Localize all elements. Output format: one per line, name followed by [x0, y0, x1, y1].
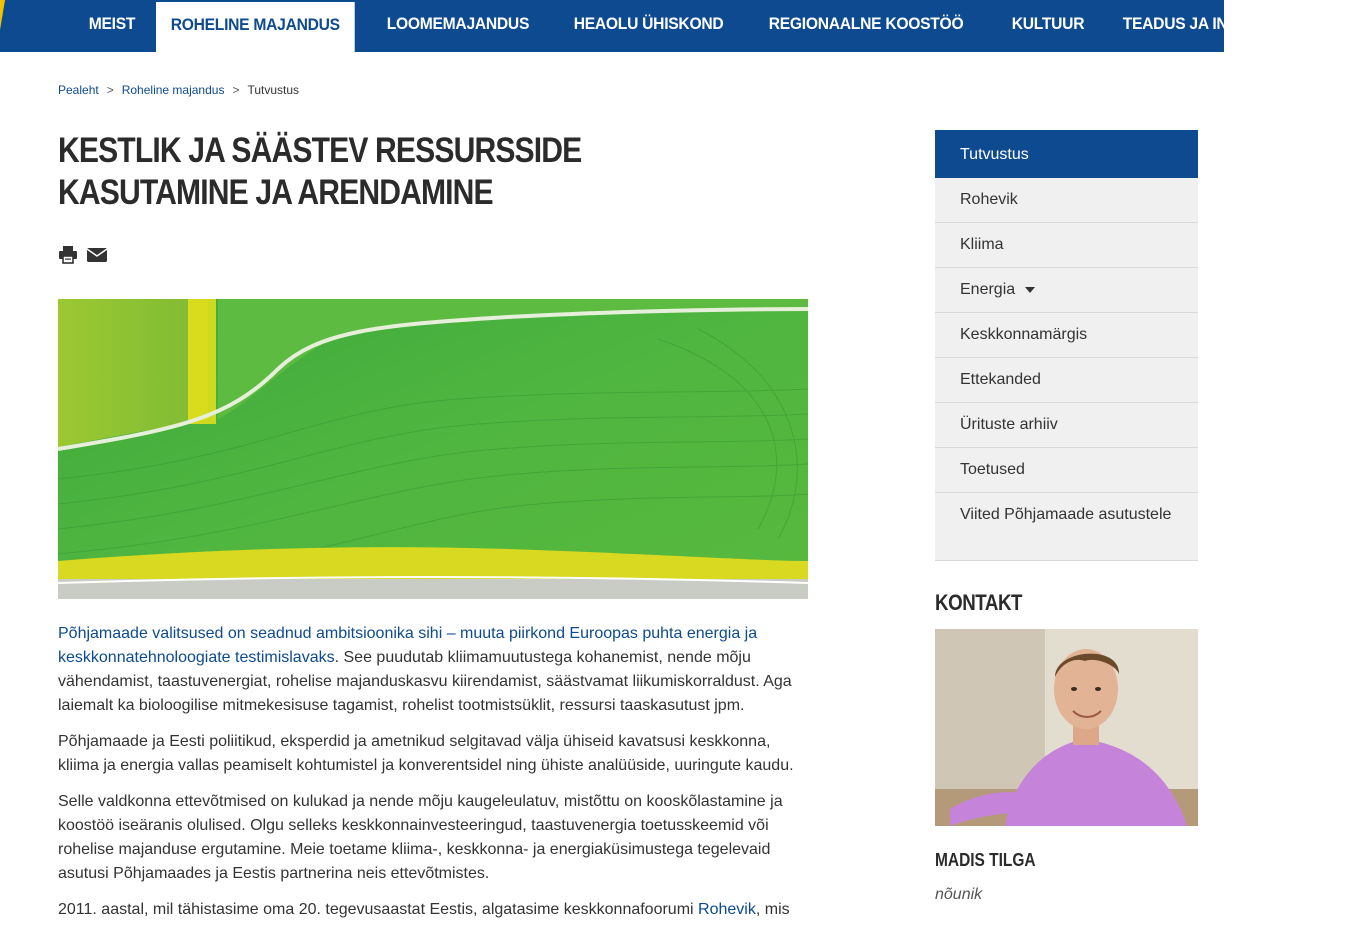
nav-item-meist[interactable]: MEIST: [88, 14, 136, 33]
breadcrumb-separator: >: [232, 83, 240, 97]
sidebar-item-kliima[interactable]: Kliima: [935, 223, 1198, 268]
sidebar-item-label: Energia: [960, 281, 1016, 298]
page-tools: [58, 246, 107, 264]
top-navigation: [0, 0, 1328, 52]
sidebar-item-toetused[interactable]: Toetused: [935, 448, 1198, 493]
nav-item-regionaalne-koostoo[interactable]: REGIONAALNE KOOSTÖÖ: [768, 14, 964, 33]
nav-item-teadus-ja-innovatsioon[interactable]: TEADUS JA INNOVATSIOON: [1122, 14, 1328, 33]
envelope-icon[interactable]: [87, 246, 107, 264]
article-paragraph: [58, 898, 810, 922]
sidebar-item-viited[interactable]: Viited Põhjamaade asutustele: [935, 493, 1198, 561]
article-paragraph: Põhjamaade ja Eesti poliitikud, eksperdid ja ametnikud selgitavad välja ühiseid kavatsusi keskkonna, kliima ja energia vallas peamiselt kohtumistel ja konverentsidel ning ühiste analüüside, uuringute kaudu.: [58, 733, 794, 774]
article-paragraph: [58, 622, 810, 718]
contact-name: MADIS TILGA: [935, 850, 1036, 870]
article-text: . See puudutab kliimamuutustega kohanemist, nende mõju vähendamist, taastuvenergiat, rohelise majanduskasvu kiirendamist, säästvamat liikumiskorraldust. Aga laiemalt ka bioloogilise mitmekesisuse tagamist, rohelist tootmistsüklit, ressursi taaskasutust jpm.: [58, 649, 792, 714]
contact-role: nõunik: [935, 886, 983, 903]
page-title: KESTLIK JA SÄÄSTEV RESSURSSIDE KASUTAMINE JA ARENDAMINE: [58, 131, 582, 212]
sidebar-item-urituste-arhiiv[interactable]: Ürituste arhiiv: [935, 403, 1198, 448]
sidebar-item-energia[interactable]: [935, 268, 1198, 313]
breadcrumb-separator: >: [106, 83, 114, 97]
sidebar-item-tutvustus[interactable]: Tutvustus: [935, 130, 1198, 178]
nav-item-roheline-majandus[interactable]: ROHELINE MAJANDUS: [156, 2, 355, 52]
sidebar-item-rohevik[interactable]: Rohevik: [935, 178, 1198, 223]
rohevik-link[interactable]: Rohevik: [698, 901, 756, 918]
article-paragraph: Selle valdkonna ettevõtmised on kulukad ja nende mõju kaugeleulatuv, mistõttu on kooskõlastamine ja koostöö iseäranis olulised. Olgu selleks keskkonnainvesteeringud, taastuvenergia toetusskeemid või rohelise majanduse ergutamine. Meie toetame kliima-, keskkonna- ja energiaküsimustega tegelevaid asutusi Põhjamaades ja Eestis partnerina neis ettevõtmistes.: [58, 793, 783, 882]
article-body: [58, 622, 810, 934]
breadcrumb-home-link[interactable]: Pealeht: [58, 83, 99, 97]
caret-down-icon[interactable]: [1025, 287, 1035, 293]
article-text: 2011. aastal, mil tähistasime oma 20. tegevusaastat Eestis, algatasime keskkonnafoorumi: [58, 901, 699, 918]
article-text: , mis: [755, 901, 790, 918]
sidebar-item-ettekanded[interactable]: Ettekanded: [935, 358, 1198, 403]
article-intro-link[interactable]: Põhjamaade valitsused on seadnud ambitsioonika sihi – muuta piirkond Euroopas puhta energia ja keskkonnatehnoloogiate testimislavaks: [58, 625, 758, 666]
contact-photo: [935, 629, 1198, 826]
hero-image: [58, 299, 808, 599]
breadcrumb: [58, 83, 299, 97]
nav-item-kultuur[interactable]: KULTUUR: [1011, 14, 1085, 33]
nav-item-heaolu-uhiskond[interactable]: HEAOLU ÜHISKOND: [573, 14, 724, 33]
print-icon[interactable]: [58, 246, 78, 264]
contact-heading: KONTAKT: [935, 590, 1023, 615]
breadcrumb-section-link[interactable]: Roheline majandus: [121, 83, 225, 97]
brand-accent: [0, 0, 5, 30]
sidebar-navigation: [935, 130, 1198, 561]
nav-item-loomemajandus[interactable]: LOOMEMAJANDUS: [386, 14, 530, 33]
main-menu: [74, 0, 1363, 52]
breadcrumb-current: Tutvustus: [247, 83, 300, 97]
sidebar-item-keskkonnamargis[interactable]: Keskkonnamärgis: [935, 313, 1198, 358]
